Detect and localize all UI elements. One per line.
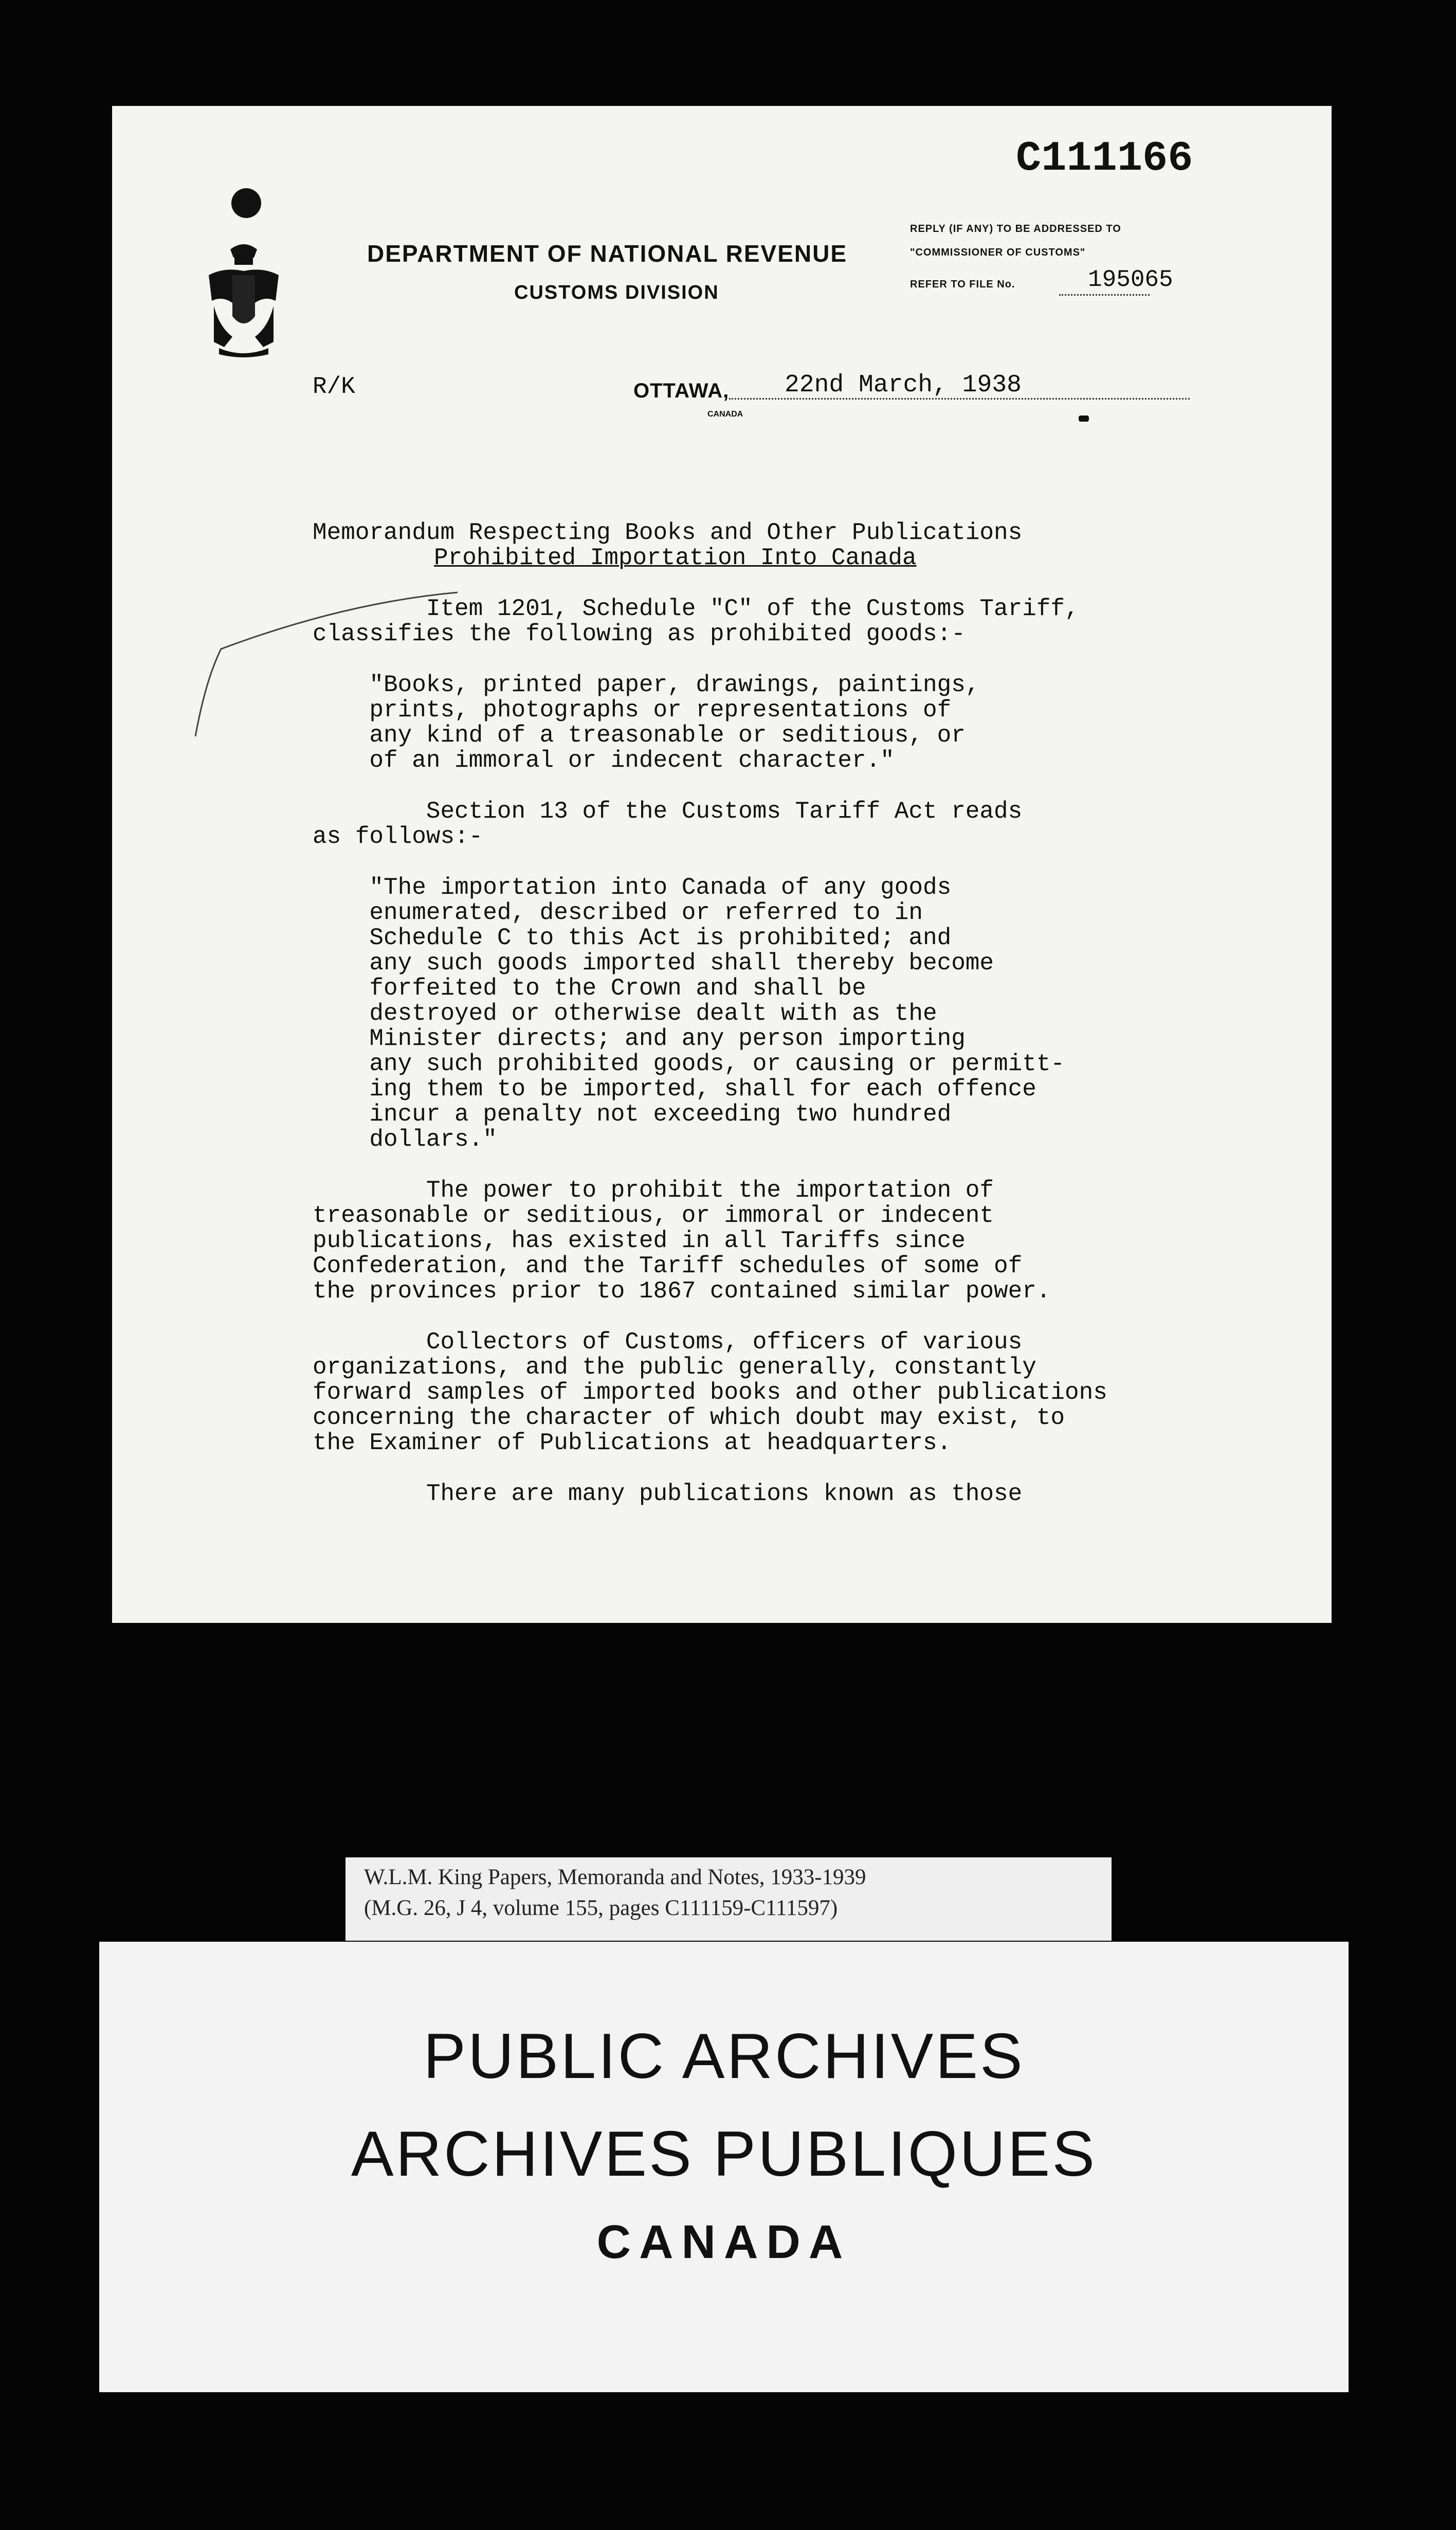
place-name: OTTAWA,	[633, 380, 730, 402]
department-name: DEPARTMENT OF NATIONAL REVENUE	[367, 240, 848, 267]
archive-name-fr: ARCHIVES PUBLIQUES	[351, 2119, 1097, 2190]
punch-hole	[231, 188, 261, 218]
document-ref-number: C111166	[1016, 135, 1193, 183]
letter-date: 22nd March, 1938	[785, 371, 1022, 399]
archive-source-tag	[345, 1857, 1112, 1941]
paragraph-1: Item 1201, Schedule "C" of the Customs Tariff, classifies the following as prohibited goods:-	[313, 595, 1079, 647]
memo-title-line-2: Prohibited Importation Into Canada	[434, 545, 917, 571]
archive-name-en: PUBLIC ARCHIVES	[423, 2021, 1025, 2092]
paragraph-3: The power to prohibit the importation of treasonable or seditious, or immoral or indecent publications, has existed in all Tariffs since Confederation, and the Tariff schedules of some of the provinces prior to 1867 contained similar power.	[313, 1177, 1051, 1305]
initials: R/K	[313, 373, 355, 400]
paragraph-5: There are many publications known as those	[313, 1480, 1023, 1507]
ink-speck	[1079, 415, 1089, 422]
archive-card	[99, 1942, 1349, 2392]
file-number: 195065	[1088, 266, 1173, 293]
file-number-rule	[1059, 294, 1150, 296]
archive-source-line-2: (M.G. 26, J 4, volume 155, pages C111159-C111597)	[364, 1896, 838, 1920]
paragraph-4: Collectors of Customs, officers of various organizations, and the public generally, constantly forward samples of imported books and other publications concerning the character of which doubt may exist, to the Examiner of Publications at headquarters.	[313, 1329, 1107, 1456]
file-number-label: REFER TO FILE No.	[910, 279, 1015, 290]
date-rule	[729, 398, 1190, 400]
archive-source-line-1: W.L.M. King Papers, Memoranda and Notes, 1933-1939	[364, 1865, 866, 1889]
reply-instruction: REPLY (IF ANY) TO BE ADDRESSED TO	[910, 223, 1121, 234]
coat-of-arms-icon	[204, 239, 284, 357]
archive-country: CANADA	[596, 2216, 851, 2268]
place-country: CANADA	[707, 410, 743, 419]
memo-title-line-1: Memorandum Respecting Books and Other Publications	[313, 519, 1023, 546]
division-name: CUSTOMS DIVISION	[514, 282, 719, 303]
memo-body	[313, 520, 1289, 1507]
quote-1: "Books, printed paper, drawings, paintings, prints, photographs or representations of any kind of a treasonable or seditious, or of an immoral or indecent character."	[369, 672, 980, 774]
paragraph-2: Section 13 of the Customs Tariff Act reads as follows:-	[313, 798, 1023, 850]
quote-2: "The importation into Canada of any goods enumerated, described or referred to in Schedule C to this Act is prohibited; and any such goods imported shall thereby become forfeited to the Crown and shall be destroyed or otherwise dealt with as the Minister directs; and any person importing any such prohibited goods, or causing or permitt- ing them to be imported, shall for each offence incur a penalty not exceeding two hundred dollars."	[369, 874, 1065, 1153]
reply-addressee: "COMMISSIONER OF CUSTOMS"	[910, 247, 1086, 258]
